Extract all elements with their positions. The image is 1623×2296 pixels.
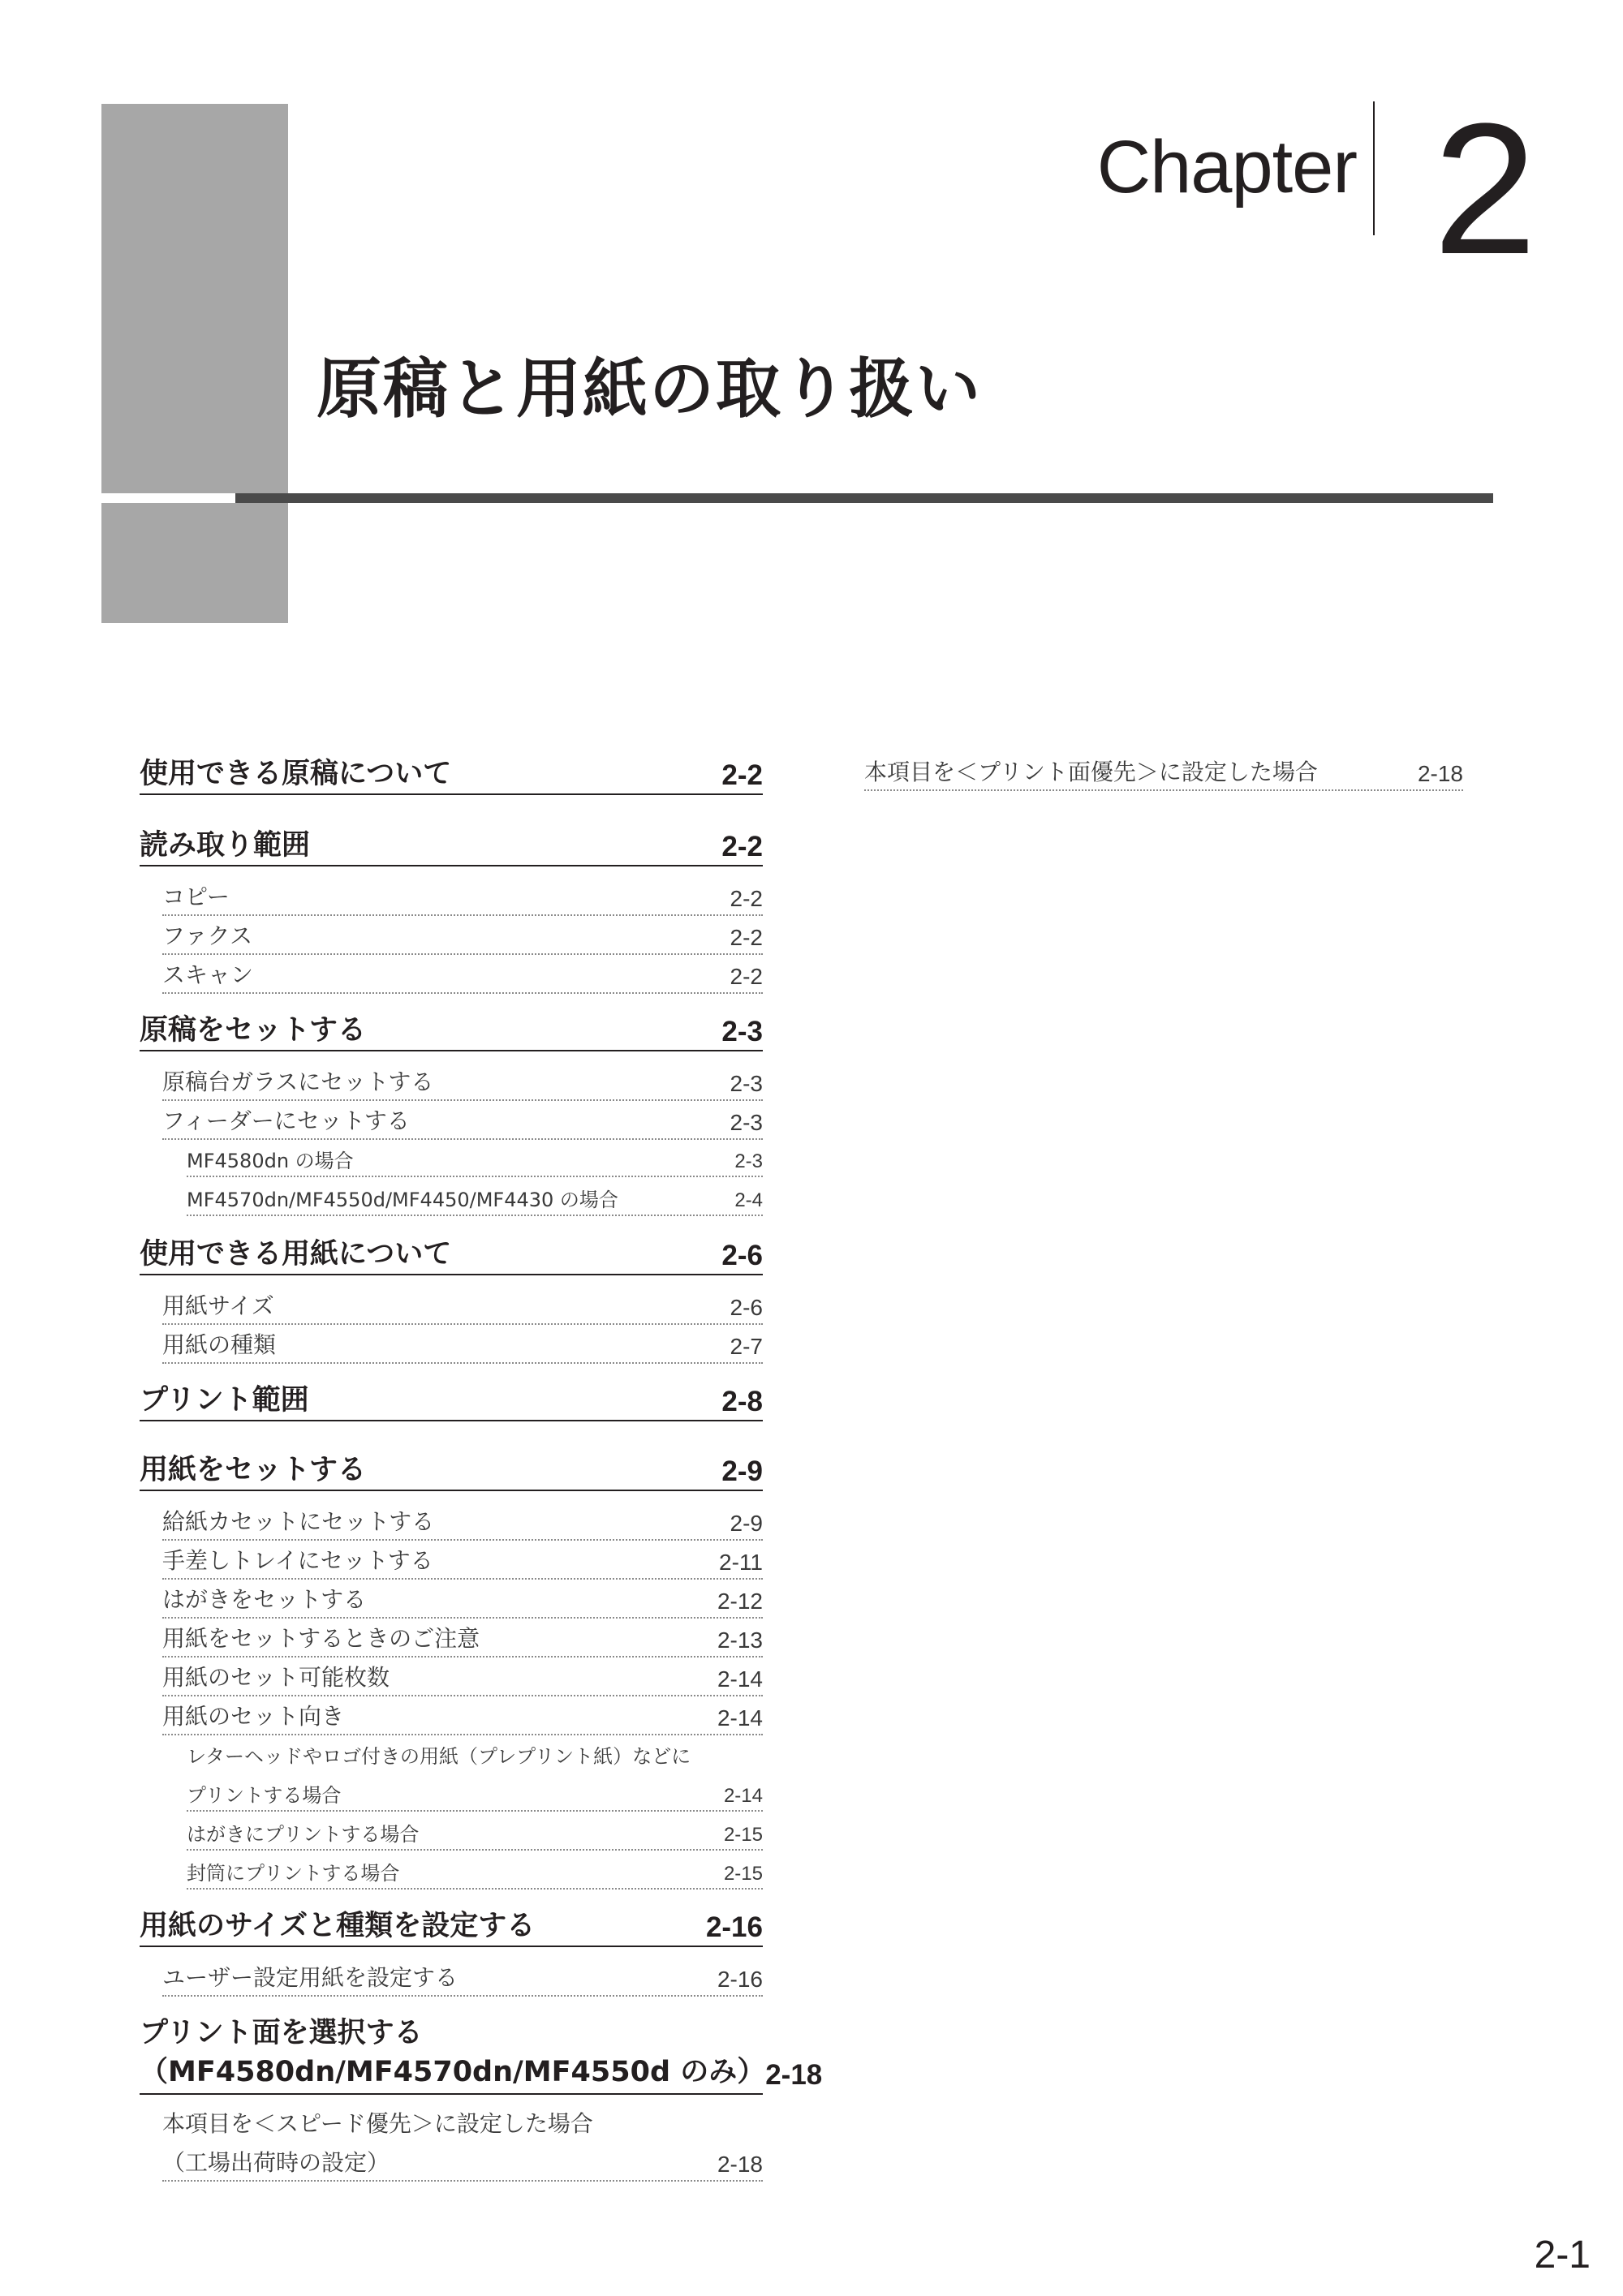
toc-subsection[interactable]: [864, 755, 1463, 791]
toc-title: 使用できる原稿について: [140, 758, 452, 790]
toc-page: 2-9: [721, 1455, 763, 1487]
toc-section[interactable]: [140, 1009, 763, 1051]
chapter-label: Chapter: [1096, 126, 1357, 209]
toc-page: 2-14: [717, 1666, 763, 1692]
toc-page: 2-3: [721, 1016, 763, 1047]
toc-subsubsection[interactable]: [187, 1817, 763, 1851]
toc-title: はがきにプリントする場合: [187, 1823, 420, 1846]
toc-title: 用紙のセット可能枚数: [162, 1664, 390, 1691]
toc-page: 2-2: [721, 831, 763, 862]
toc-title: プリント面を選択する: [140, 2017, 423, 2049]
toc-subsection[interactable]: [162, 1582, 763, 1619]
toc-subsection[interactable]: [162, 1960, 763, 1997]
toc-subsection[interactable]: [162, 1660, 763, 1696]
toc-title: ファクス: [162, 922, 253, 949]
toc-title: 用紙をセットする: [140, 1454, 366, 1486]
toc-title: プリント範囲: [140, 1384, 309, 1417]
toc-title: 用紙をセットするときのご注意: [162, 1625, 480, 1652]
toc-page: 2-11: [719, 1550, 763, 1575]
toc-subsubsection[interactable]: [187, 1778, 763, 1812]
toc-title: 用紙の種類: [162, 1331, 277, 1358]
toc-title: 本項目を＜プリント面優先＞に設定した場合: [864, 759, 1318, 785]
toc-page: 2-2: [721, 759, 763, 791]
toc-title: 読み取り範囲: [140, 829, 311, 862]
toc-section[interactable]: [140, 753, 763, 795]
toc-section[interactable]: [140, 1233, 763, 1275]
toc-subsection[interactable]: [162, 918, 763, 955]
toc-subsection[interactable]: [162, 1621, 763, 1658]
toc-page: 2-6: [730, 1295, 763, 1320]
toc-page: 2-16: [717, 1967, 763, 1992]
toc-title: MF4570dn/MF4550d/MF4450/MF4430 の場合: [187, 1189, 618, 1211]
toc-subsection[interactable]: [162, 1699, 763, 1735]
toc-subsection[interactable]: [162, 879, 763, 916]
toc-subsubsection[interactable]: [187, 1183, 763, 1216]
title-rule: [235, 493, 1493, 503]
toc-section[interactable]: [140, 2014, 823, 2095]
toc-section[interactable]: [140, 1379, 763, 1421]
chapter-separator: [1373, 101, 1375, 235]
toc-title: 本項目を＜スピード優先＞に設定した場合: [162, 2110, 593, 2137]
toc-page: 2-18: [765, 2059, 823, 2091]
toc-page: 2-13: [717, 1627, 763, 1653]
toc-title-line2: （MF4580dn/MF4570dn/MF4550d のみ）: [140, 2056, 766, 2088]
toc-page: 2-3: [730, 1071, 763, 1096]
toc-page: 2-2: [730, 886, 763, 911]
toc-title: 原稿台ガラスにセットする: [162, 1068, 434, 1095]
toc-page: 2-2: [730, 925, 763, 950]
toc-title: MF4580dn の場合: [187, 1150, 354, 1172]
chapter-tab-block: [101, 104, 288, 623]
toc-page: 2-12: [717, 1589, 763, 1614]
toc-subsection[interactable]: [162, 2106, 763, 2141]
toc-subsection[interactable]: [162, 1064, 763, 1101]
toc-subsection[interactable]: [162, 1327, 763, 1364]
toc-title: ユーザー設定用紙を設定する: [162, 1964, 458, 1991]
toc-title: 使用できる用紙について: [140, 1238, 452, 1271]
toc-title: 原稿をセットする: [140, 1014, 366, 1047]
toc-subsection[interactable]: [162, 1288, 763, 1325]
toc-title: （工場出荷時の設定）: [162, 2149, 390, 2176]
toc-title: 手差しトレイにセットする: [162, 1547, 433, 1574]
toc-title: プリントする場合: [187, 1784, 342, 1807]
toc-page: 2-3: [730, 1110, 763, 1135]
chapter-number: 2: [1433, 84, 1537, 293]
toc-title: コピー: [162, 884, 230, 910]
toc-subsection[interactable]: [162, 1504, 763, 1541]
toc-page: 2-2: [730, 964, 763, 989]
toc-subsubsection[interactable]: [187, 1144, 763, 1177]
toc-section[interactable]: [140, 824, 763, 866]
toc-page: 2-18: [1417, 761, 1463, 786]
toc-page: 2-15: [723, 1863, 763, 1885]
toc-page: 2-18: [717, 2152, 763, 2177]
toc-page: 2-8: [721, 1386, 763, 1417]
toc-title: 用紙サイズ: [162, 1292, 274, 1319]
toc-subsection[interactable]: [162, 2145, 763, 2182]
toc-subsection[interactable]: [162, 1543, 763, 1580]
toc-subsection[interactable]: [162, 1103, 763, 1140]
toc-title-block: [140, 2014, 765, 2092]
toc-section[interactable]: [140, 1449, 763, 1491]
toc-page: 2-16: [705, 1911, 763, 1943]
toc-title: フィーダーにセットする: [162, 1107, 410, 1134]
toc-title: レターヘッドやロゴ付きの用紙（プレプリント紙）などに: [187, 1745, 691, 1768]
toc-subsubsection[interactable]: [187, 1739, 763, 1771]
toc-section[interactable]: [140, 1905, 763, 1947]
chapter-title: 原稿と用紙の取り扱い: [316, 351, 982, 427]
title-rule-gap: [101, 493, 235, 503]
toc-page: 2-9: [730, 1511, 763, 1536]
toc-page: 2-14: [723, 1785, 763, 1807]
toc-title: スキャン: [162, 961, 254, 988]
toc-title: 給紙カセットにセットする: [162, 1508, 435, 1535]
toc-page: 2-6: [721, 1240, 763, 1271]
toc-title: はがきをセットする: [162, 1586, 367, 1613]
toc-subsection[interactable]: [162, 957, 763, 994]
toc-subsubsection[interactable]: [187, 1856, 763, 1890]
toc-title: 封筒にプリントする場合: [187, 1862, 400, 1885]
toc-page: 2-4: [734, 1189, 763, 1211]
page-number: 2-1: [1534, 2234, 1591, 2277]
toc-title: 用紙のセット向き: [162, 1703, 345, 1730]
toc-title: 用紙のサイズと種類を設定する: [140, 1910, 536, 1942]
toc-page: 2-7: [730, 1334, 763, 1359]
toc-page: 2-3: [734, 1150, 763, 1172]
toc-page: 2-14: [717, 1705, 763, 1731]
toc-page: 2-15: [723, 1824, 763, 1846]
